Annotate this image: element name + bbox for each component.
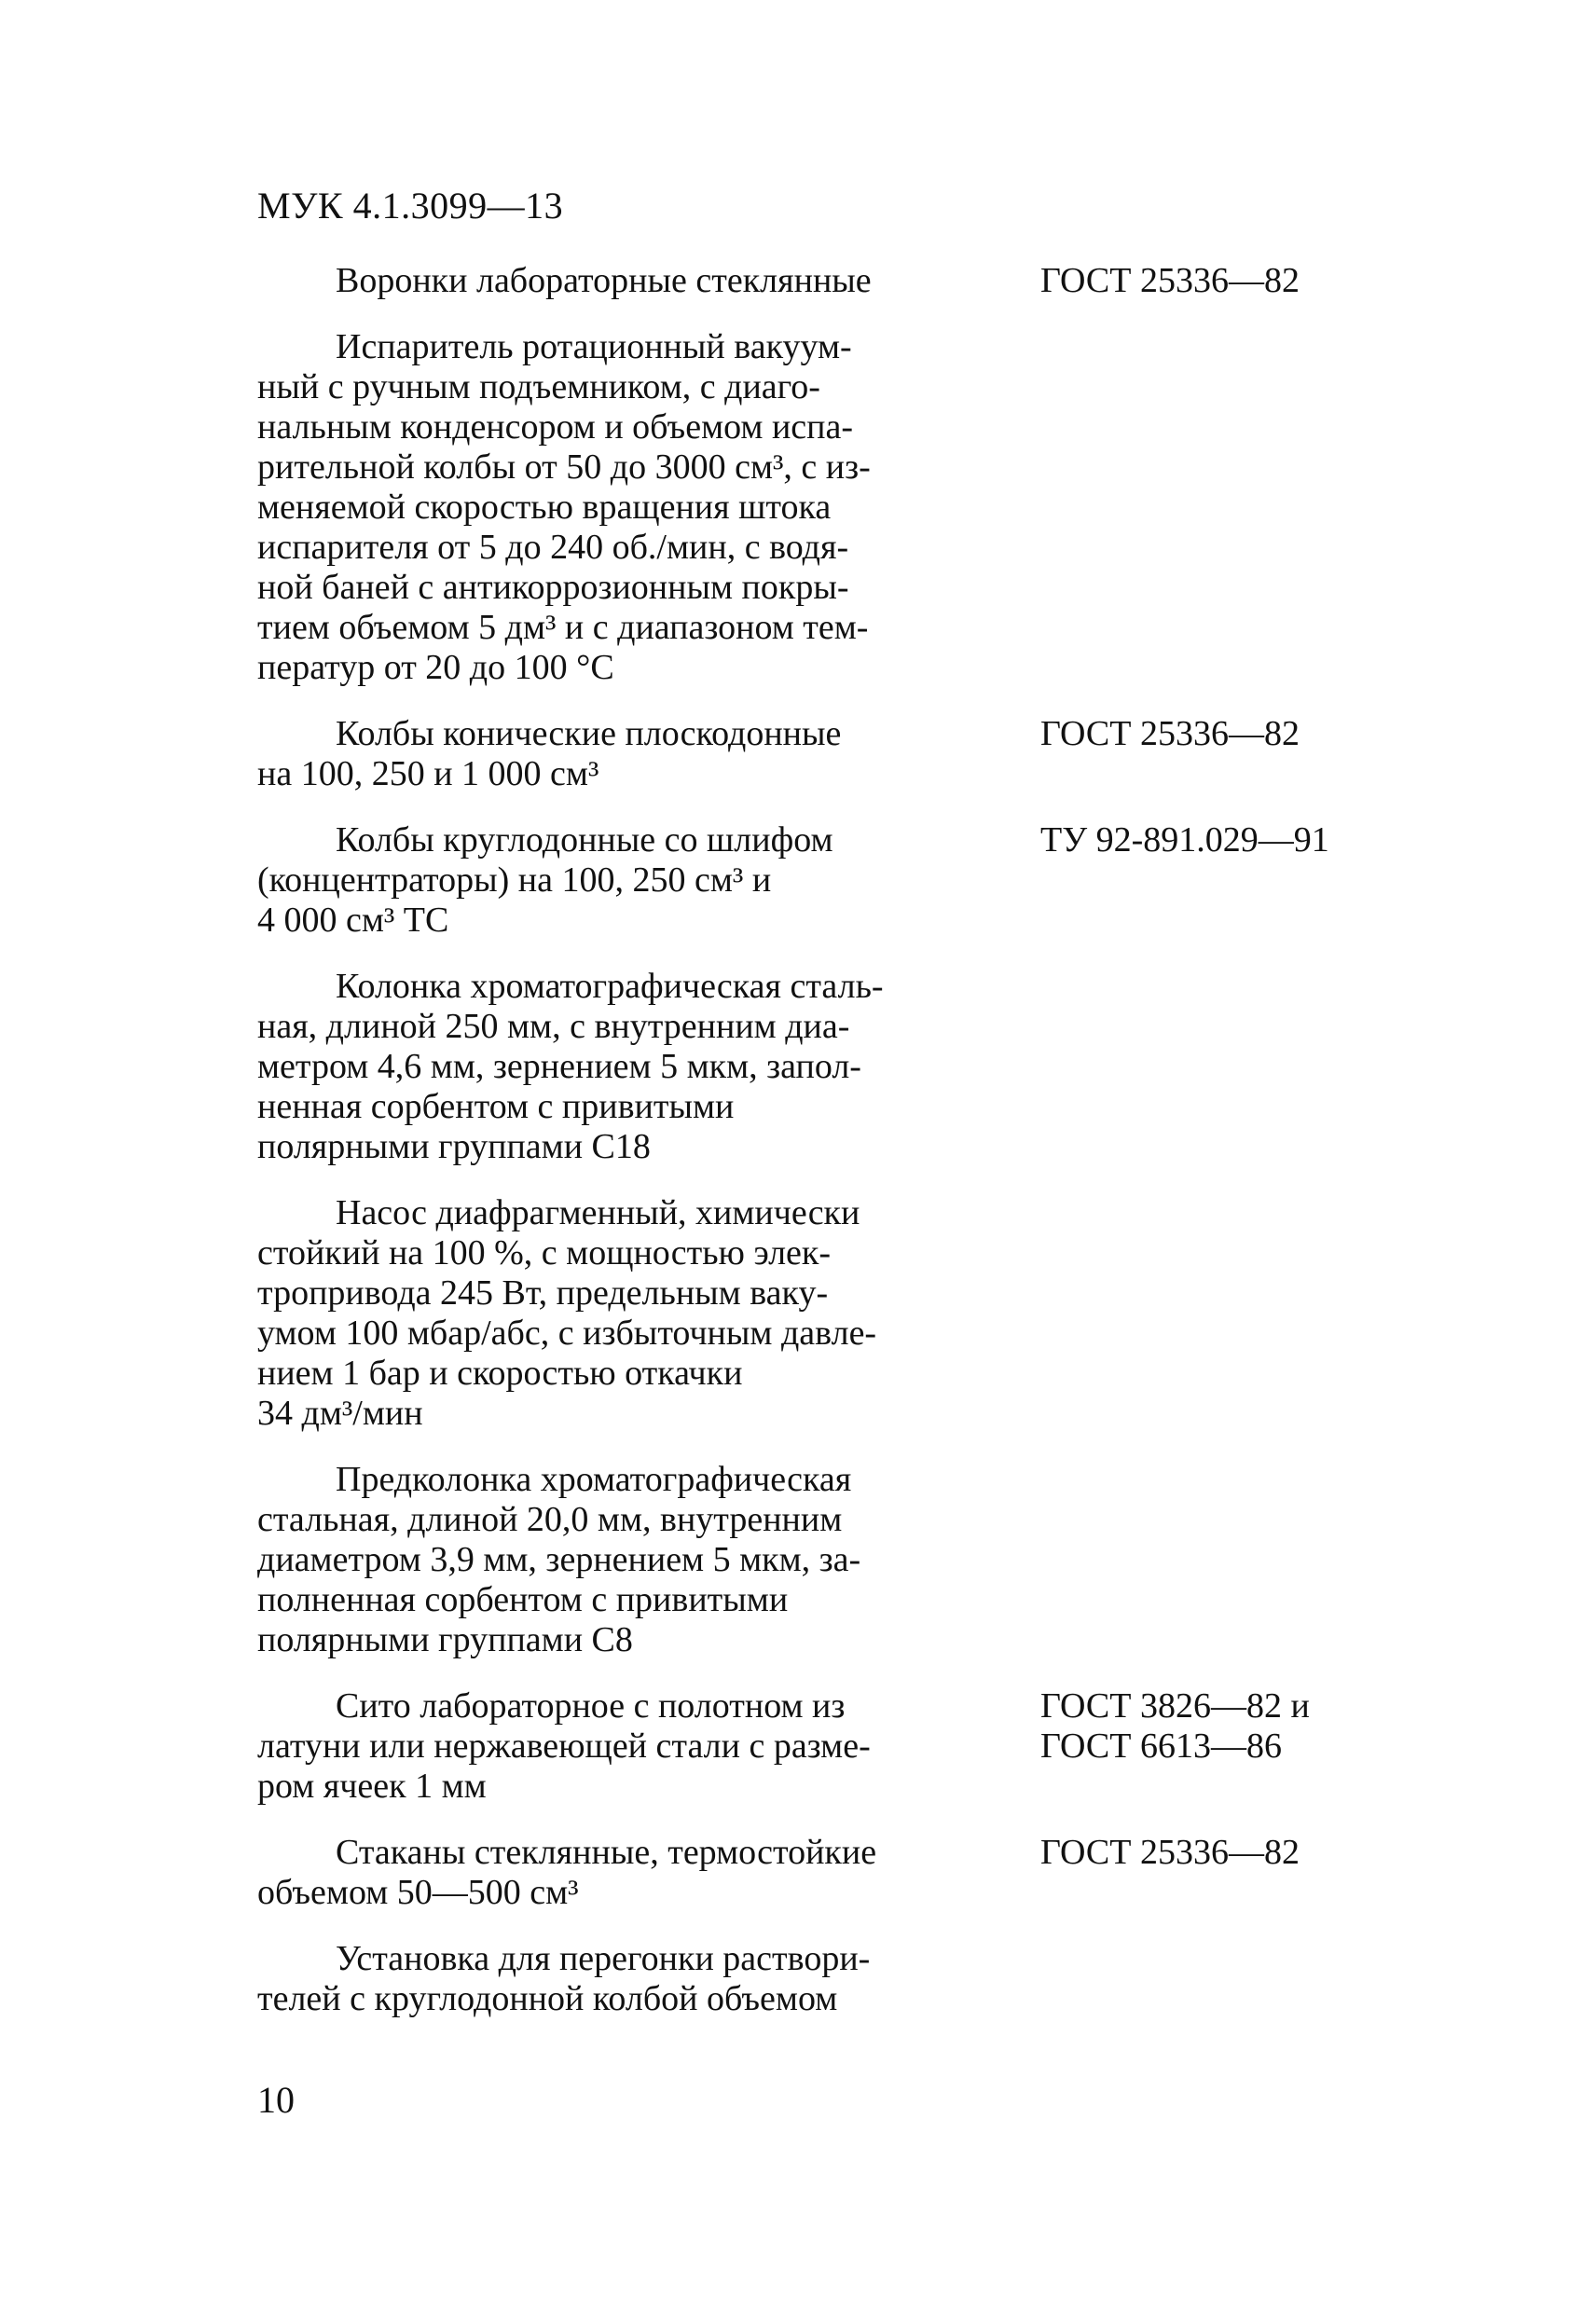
entry-line: умом 100 мбар/абс, с избыточным давле- [257, 1314, 877, 1353]
entry-line: Насос диафрагменный, химически [336, 1193, 860, 1232]
entry-line: ненная сорбентом с привитыми [257, 1087, 735, 1126]
entry-description [257, 261, 984, 301]
standard-ref-line: ГОСТ 3826—82 и [1040, 1686, 1310, 1726]
entry-line: Воронки лабораторные стеклянные [336, 261, 872, 300]
entry-line: рительной колбы от 50 до 3000 см³, с из- [257, 447, 871, 487]
entry-line: тием объемом 5 дм³ и с диапазоном тем- [257, 608, 869, 647]
standard-ref-line: ТУ 92-891.029—91 [1040, 820, 1329, 860]
equipment-list [257, 261, 1376, 2019]
entry-description [257, 1460, 984, 1660]
entry-line: ной баней с антикоррозионным покры- [257, 568, 849, 607]
entry-line: Сито лабораторное с полотном из [336, 1686, 846, 1726]
standard-ref-line: ГОСТ 25336—82 [1040, 1833, 1300, 1872]
entry-description [257, 1833, 984, 1913]
equipment-entry-rotary-evaporator [257, 327, 1376, 688]
entry-line: Установка для перегонки раствори- [336, 1939, 871, 1978]
entry-line: (концентраторы) на 100, 250 см³ и [257, 860, 772, 900]
entry-standard-ref [1040, 1686, 1310, 1767]
equipment-entry-round-flasks [257, 820, 1376, 941]
entry-standard-ref [1040, 1833, 1300, 1873]
standard-ref-line: ГОСТ 25336—82 [1040, 714, 1300, 753]
entry-line: латуни или нержавеющей стали с разме- [257, 1726, 871, 1766]
entry-line: Колбы конические плоскодонные [336, 714, 842, 753]
entry-line: на 100, 250 и 1 000 см³ [257, 754, 599, 793]
entry-description [257, 1939, 984, 2019]
entry-line: нальным конденсором и объемом испа- [257, 407, 854, 447]
entry-description [257, 820, 984, 941]
entry-line: объемом 50—500 см³ [257, 1873, 579, 1912]
entry-line: ром ячеек 1 мм [257, 1767, 487, 1806]
document-code-header: МУК 4.1.3099—13 [257, 185, 564, 227]
entry-line: Испаритель ротационный вакуум- [336, 327, 852, 366]
entry-line: телей с круглодонной колбой объемом [257, 1979, 838, 2018]
equipment-entry-chromatographic-column [257, 967, 1376, 1167]
entry-line: метром 4,6 мм, зернением 5 мкм, запол- [257, 1047, 861, 1086]
entry-line: стальная, длиной 20,0 мм, внутренним [257, 1500, 843, 1539]
entry-line: ператур от 20 до 100 °С [257, 648, 614, 687]
entry-description [257, 714, 984, 794]
entry-description [257, 967, 984, 1167]
entry-line: полярными группами С18 [257, 1127, 651, 1166]
entry-line: тропривода 245 Вт, предельным ваку- [257, 1273, 829, 1313]
entry-description [257, 1193, 984, 1434]
entry-standard-ref [1040, 714, 1300, 754]
entry-line: испарителя от 5 до 240 об./мин, с водя- [257, 528, 849, 567]
entry-line: Колонка хроматографическая сталь- [336, 967, 884, 1006]
equipment-entry-diaphragm-pump [257, 1193, 1376, 1434]
equipment-entry-funnels [257, 261, 1376, 301]
entry-line: полярными группами С8 [257, 1620, 633, 1659]
entry-line: ный с ручным подъемником, с диаго- [257, 367, 820, 406]
equipment-entry-distillation-unit [257, 1939, 1376, 2019]
entry-description [257, 1686, 984, 1807]
standard-ref-line: ГОСТ 6613—86 [1040, 1726, 1282, 1766]
entry-line: ная, длиной 250 мм, с внутренним диа- [257, 1007, 850, 1046]
entry-description [257, 327, 984, 688]
equipment-entry-conical-flasks [257, 714, 1376, 794]
entry-line: 4 000 см³ ТС [257, 901, 449, 940]
entry-line: 34 дм³/мин [257, 1394, 423, 1433]
entry-line: полненная сорбентом с привитыми [257, 1580, 789, 1619]
entry-line: диаметром 3,9 мм, зернением 5 мкм, за- [257, 1540, 861, 1579]
entry-line: меняемой скоростью вращения штока [257, 488, 832, 527]
standard-ref-line: ГОСТ 25336—82 [1040, 261, 1300, 300]
entry-line: Колбы круглодонные со шлифом [336, 820, 833, 860]
entry-line: стойкий на 100 %, с мощностью элек- [257, 1233, 832, 1272]
entry-standard-ref [1040, 820, 1329, 860]
entry-line: Предколонка хроматографическая [336, 1460, 852, 1499]
page-number: 10 [257, 2079, 295, 2121]
equipment-entry-glass-beakers [257, 1833, 1376, 1913]
entry-line: нием 1 бар и скоростью откачки [257, 1354, 743, 1393]
equipment-entry-guard-column [257, 1460, 1376, 1660]
entry-standard-ref [1040, 261, 1300, 301]
equipment-entry-lab-sieve [257, 1686, 1376, 1807]
entry-line: Стаканы стеклянные, термостойкие [336, 1833, 877, 1872]
